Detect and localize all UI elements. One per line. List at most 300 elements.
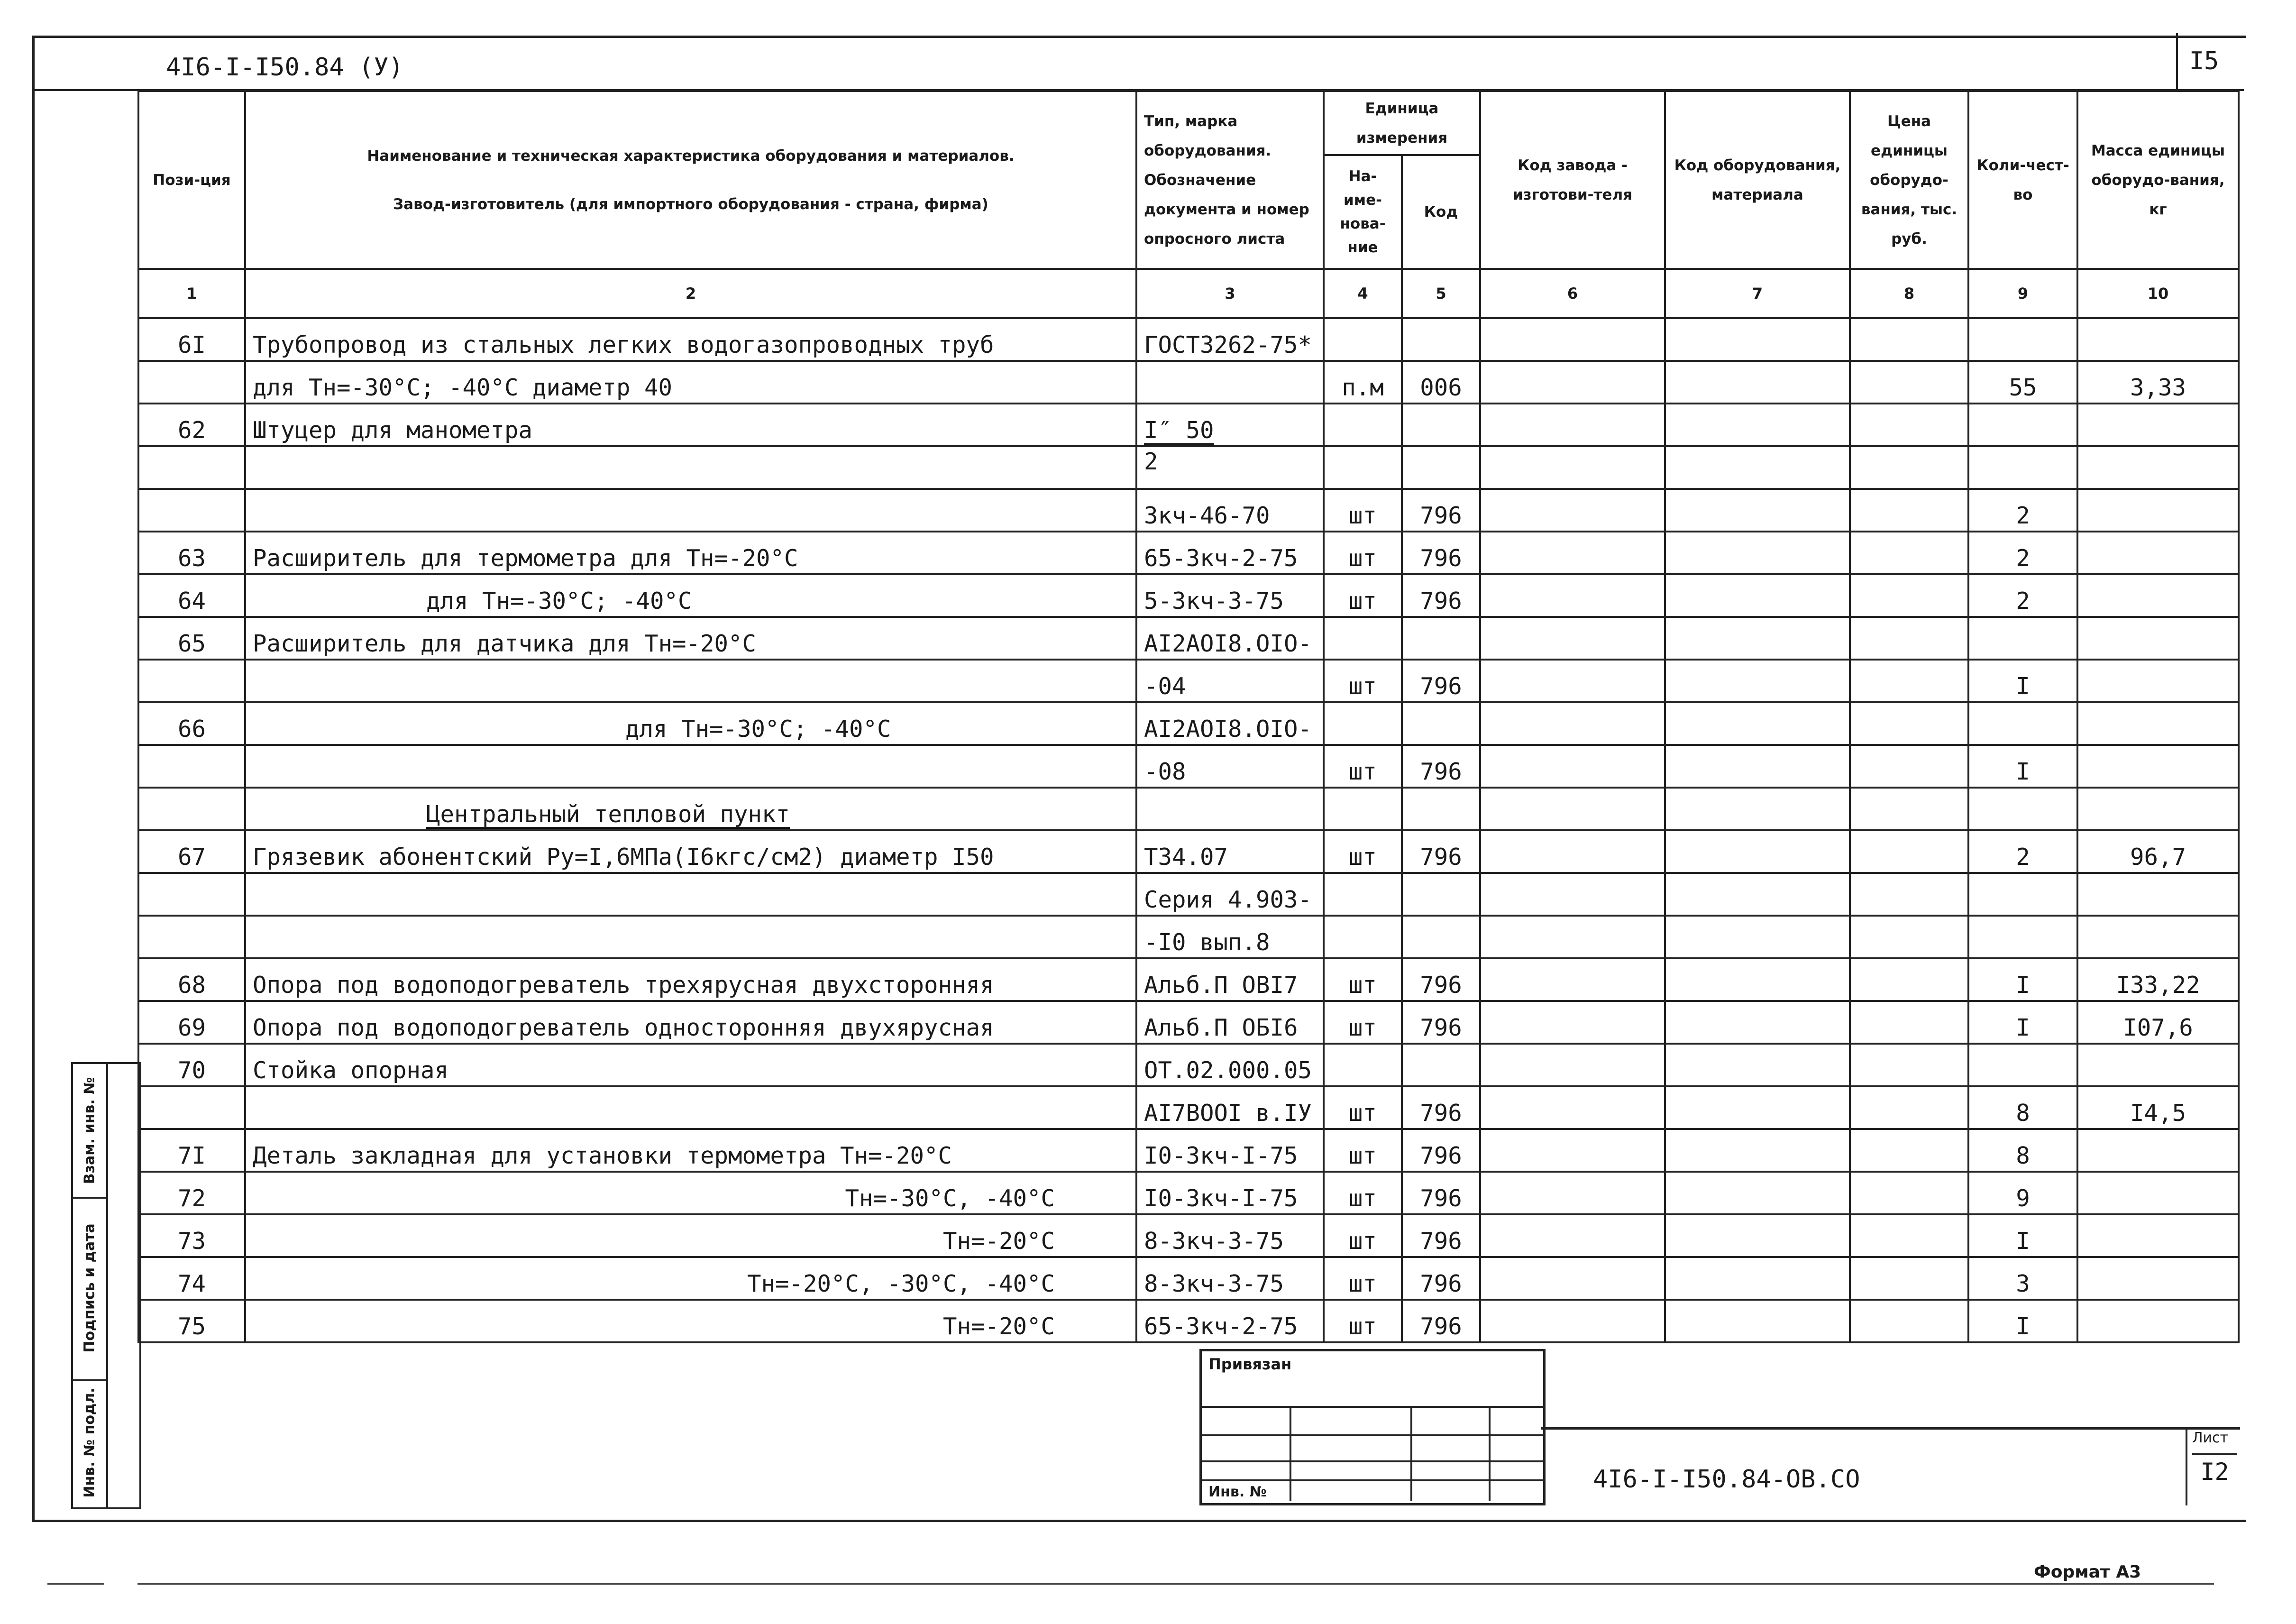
cell-unit: шт [1324,574,1402,617]
column-number: 3 [1136,269,1324,318]
cell-name: Опора под водоподогреватель односторонняя двухярусная [245,1001,1136,1044]
cell-factory-code [1480,318,1665,361]
cell-factory-code [1480,1044,1665,1086]
cell-unit-code [1402,617,1480,660]
cell-unit [1324,788,1402,830]
cell-factory-code [1480,958,1665,1001]
cell-equipment-code [1665,660,1850,702]
stamp-rule [1202,1479,1543,1481]
cell-factory-code [1480,404,1665,446]
table-row [138,1044,2239,1086]
cell-equipment-code [1665,1001,1850,1044]
cell-unit-code: 796 [1402,1172,1480,1214]
cell-equipment-code [1665,574,1850,617]
column-number: 6 [1480,269,1665,318]
cell-type: Альб.П OBI7 [1136,958,1324,1001]
table-row [138,361,2239,404]
cell-unit-code: 796 [1402,1214,1480,1257]
cell-equipment-code [1665,1300,1850,1342]
cell-quantity: 8 [1968,1086,2077,1129]
cell-position: 6I [138,318,245,361]
cell-unit: шт [1324,1172,1402,1214]
cell-unit: п.м [1324,361,1402,404]
table-row [138,702,2239,745]
header-position: Пози-ция [138,91,245,269]
cell-factory-code [1480,1172,1665,1214]
cell-quantity: 2 [1968,574,2077,617]
cell-price [1850,916,1968,958]
cell-position [138,916,245,958]
column-number: 2 [245,269,1136,318]
cell-factory-code [1480,574,1665,617]
cell-mass: I4,5 [2077,1086,2239,1129]
side-cell-vzam [73,1064,106,1199]
stamp-rule [1202,1434,1543,1436]
cell-price [1850,489,1968,532]
cell-mass [2077,318,2239,361]
cell-type [1136,788,1324,830]
cell-name: Опора под водоподогреватель трехярусная двухсторонняя [245,958,1136,1001]
table-row [138,660,2239,702]
cell-unit-code: 796 [1402,489,1480,532]
table-header [138,91,2239,318]
cell-unit-code: 796 [1402,1001,1480,1044]
cell-unit-code [1402,873,1480,916]
cell-unit: шт [1324,1214,1402,1257]
cell-unit-code: 796 [1402,1257,1480,1300]
cell-factory-code [1480,1086,1665,1129]
cell-unit-code [1402,702,1480,745]
cell-unit: шт [1324,830,1402,873]
cell-equipment-code [1665,532,1850,574]
cell-mass [2077,532,2239,574]
cell-type: -04 [1136,660,1324,702]
cell-equipment-code [1665,617,1850,660]
cell-price [1850,532,1968,574]
table-row [138,404,2239,446]
cell-quantity [1968,1044,2077,1086]
table-row [138,617,2239,660]
cell-unit-code: 796 [1402,532,1480,574]
cell-type: ОТ.02.000.05 [1136,1044,1324,1086]
cell-unit-code [1402,446,1480,489]
cell-unit: шт [1324,532,1402,574]
cell-position [138,745,245,788]
cell-name: Тн=-20°С [245,1214,1136,1257]
cell-name [245,489,1136,532]
cell-position [138,446,245,489]
cell-factory-code [1480,1001,1665,1044]
table-row [138,446,2239,489]
cell-price [1850,702,1968,745]
cell-factory-code [1480,532,1665,574]
cell-mass [2077,873,2239,916]
cell-name: Тн=-20°С [245,1300,1136,1342]
cell-price [1850,1001,1968,1044]
cell-quantity: 2 [1968,532,2077,574]
cell-unit: шт [1324,745,1402,788]
table-row [138,1086,2239,1129]
fraction-numerator: I″ 50 [1144,417,1214,444]
cell-equipment-code [1665,404,1850,446]
table-row [138,873,2239,916]
cell-mass [2077,916,2239,958]
cell-unit: шт [1324,1300,1402,1342]
cell-unit: шт [1324,1001,1402,1044]
cell-price [1850,1214,1968,1257]
cell-equipment-code [1665,916,1850,958]
cell-quantity [1968,873,2077,916]
cell-type: 8-3кч-3-75 [1136,1257,1324,1300]
cell-price [1850,1044,1968,1086]
cell-quantity: 2 [1968,830,2077,873]
cell-mass [2077,745,2239,788]
column-number: 7 [1665,269,1850,318]
cell-unit [1324,702,1402,745]
cell-unit: шт [1324,660,1402,702]
cell-mass [2077,1214,2239,1257]
cell-type: 2 [1136,446,1324,489]
cell-position [138,489,245,532]
stamp-divider [1290,1406,1291,1501]
cell-name: Тн=-30°С, -40°С [245,1172,1136,1214]
cell-type: АI2АOI8.OIO- [1136,702,1324,745]
bottom-dash [47,1583,104,1585]
cell-unit [1324,1044,1402,1086]
cell-name: Расширитель для термометра для Тн=-20°С [245,532,1136,574]
cell-mass [2077,617,2239,660]
cell-quantity: 3 [1968,1257,2077,1300]
cell-unit-code: 796 [1402,1300,1480,1342]
cell-position: 75 [138,1300,245,1342]
cell-name: Стойка опорная [245,1044,1136,1086]
cell-mass [2077,446,2239,489]
cell-mass: I33,22 [2077,958,2239,1001]
cell-name: Грязевик абонентский Ру=I,6МПа(I6кгс/см2) диаметр I50 [245,830,1136,873]
cell-quantity: I [1968,958,2077,1001]
cell-equipment-code [1665,1086,1850,1129]
header-factory-code: Код завода - изготови-теля [1480,91,1665,269]
cell-position: 65 [138,617,245,660]
table-row [138,574,2239,617]
table-row [138,1172,2239,1214]
cell-equipment-code [1665,446,1850,489]
cell-factory-code [1480,489,1665,532]
stamp-divider [1489,1406,1491,1501]
cell-equipment-code [1665,702,1850,745]
stamp-divider [1410,1406,1412,1501]
stamp-inv-label: Инв. № [1208,1484,1267,1500]
cell-quantity: 2 [1968,489,2077,532]
header-unit-group: Единица измерения [1324,91,1480,155]
cell-position: 69 [138,1001,245,1044]
cell-name: Штуцер для манометра [245,404,1136,446]
cell-mass [2077,1129,2239,1172]
cell-price [1850,1172,1968,1214]
cell-name: для Тн=-30°С; -40°С [245,574,1136,617]
header-quantity: Коли-чест-во [1968,91,2077,269]
stamp-title: Привязан [1208,1355,1292,1373]
cell-unit-code [1402,404,1480,446]
table-row [138,532,2239,574]
sheet-box [2186,1430,2242,1505]
column-number: 9 [1968,269,2077,318]
header-name [245,91,1136,269]
cell-quantity: 55 [1968,361,2077,404]
cell-position: 7I [138,1129,245,1172]
cell-type: I0-3кч-I-75 [1136,1129,1324,1172]
cell-quantity: I [1968,745,2077,788]
cell-factory-code [1480,361,1665,404]
cell-mass: 3,33 [2077,361,2239,404]
cell-mass [2077,1257,2239,1300]
cell-factory-code [1480,1214,1665,1257]
binding-stamp [1199,1349,1546,1505]
cell-unit [1324,318,1402,361]
cell-unit-code: 796 [1402,958,1480,1001]
cell-equipment-code [1665,1214,1850,1257]
cell-quantity [1968,788,2077,830]
cell-factory-code [1480,788,1665,830]
table-row [138,318,2239,361]
cell-unit-code [1402,916,1480,958]
cell-price [1850,1300,1968,1342]
cell-quantity [1968,318,2077,361]
cell-type: АI7BOOI в.IУ [1136,1086,1324,1129]
cell-position: 68 [138,958,245,1001]
cell-quantity: I [1968,1214,2077,1257]
cell-quantity: I [1968,1001,2077,1044]
header-name-line1: Наименование и техническая характеристика оборудования и материалов. [367,147,1015,165]
document-code: 4I6-I-I50.84 (У) [166,53,403,82]
cell-type: 8-3кч-3-75 [1136,1214,1324,1257]
table-row [138,1214,2239,1257]
cell-equipment-code [1665,788,1850,830]
cell-type: 65-3кч-2-75 [1136,1300,1324,1342]
cell-factory-code [1480,873,1665,916]
specification-table-wrap [137,90,2238,1343]
cell-name [245,916,1136,958]
cell-name [245,446,1136,489]
cell-factory-code [1480,1300,1665,1342]
cell-type: Серия 4.903- [1136,873,1324,916]
cell-name: Деталь закладная для установки термометра Тн=-20°С [245,1129,1136,1172]
side-label-vzam: Взам. инв. № [81,1077,98,1184]
cell-factory-code [1480,830,1665,873]
cell-type: -I0 вып.8 [1136,916,1324,958]
cell-name: Трубопровод из стальных легких водогазопроводных труб [245,318,1136,361]
cell-unit: шт [1324,489,1402,532]
cell-position: 72 [138,1172,245,1214]
cell-mass [2077,1044,2239,1086]
cell-price [1850,1129,1968,1172]
cell-quantity [1968,617,2077,660]
cell-equipment-code [1665,1044,1850,1086]
header-unit-code: Код [1402,155,1480,269]
table-row [138,1257,2239,1300]
table-body [138,318,2239,1342]
cell-quantity: 8 [1968,1129,2077,1172]
cell-mass [2077,1300,2239,1342]
side-label-podpis: Подпись и дата [81,1223,98,1353]
cell-type: 65-3кч-2-75 [1136,532,1324,574]
table-row [138,916,2239,958]
cell-name [245,745,1136,788]
cell-factory-code [1480,702,1665,745]
cell-position: 74 [138,1257,245,1300]
table-row [138,1001,2239,1044]
side-strip-divider [106,1064,108,1507]
cell-quantity [1968,446,2077,489]
cell-factory-code [1480,1257,1665,1300]
cell-equipment-code [1665,318,1850,361]
cell-equipment-code [1665,958,1850,1001]
cell-position [138,1086,245,1129]
sheet-label: Лист [2192,1430,2237,1455]
cell-equipment-code [1665,745,1850,788]
cell-mass [2077,489,2239,532]
cell-quantity [1968,702,2077,745]
cell-name [245,873,1136,916]
column-number: 8 [1850,269,1968,318]
cell-position: 73 [138,1214,245,1257]
cell-unit: шт [1324,958,1402,1001]
table-row [138,489,2239,532]
cell-type: Т34.07 [1136,830,1324,873]
cell-unit-code: 796 [1402,574,1480,617]
cell-unit [1324,617,1402,660]
cell-position: 67 [138,830,245,873]
side-cell-podpis [73,1197,106,1381]
cell-price [1850,1257,1968,1300]
cell-factory-code [1480,1129,1665,1172]
cell-mass [2077,702,2239,745]
cell-price [1850,318,1968,361]
cell-quantity [1968,404,2077,446]
cell-price [1850,745,1968,788]
cell-price [1850,660,1968,702]
section-row [138,788,2239,830]
cell-mass [2077,574,2239,617]
cell-unit [1324,873,1402,916]
cell-quantity: 9 [1968,1172,2077,1214]
cell-price [1850,446,1968,489]
bottom-rule [137,1583,2214,1585]
cell-price [1850,617,1968,660]
table-row [138,830,2239,873]
cell-factory-code [1480,446,1665,489]
cell-mass [2077,660,2239,702]
cell-type: 5-3кч-3-75 [1136,574,1324,617]
cell-quantity: I [1968,1300,2077,1342]
header-unit-name: На-име-нова-ние [1324,155,1402,269]
cell-position: 66 [138,702,245,745]
cell-mass: 96,7 [2077,830,2239,873]
table-row [138,1129,2239,1172]
sheet-number: I2 [2200,1458,2229,1486]
cell-factory-code [1480,660,1665,702]
cell-name [245,1086,1136,1129]
cell-position: 70 [138,1044,245,1086]
cell-name: Расширитель для датчика для Тн=-20°С [245,617,1136,660]
cell-equipment-code [1665,830,1850,873]
cell-equipment-code [1665,873,1850,916]
cell-unit-code: 796 [1402,745,1480,788]
cell-unit-code: 006 [1402,361,1480,404]
cell-unit: шт [1324,1086,1402,1129]
cell-name: для Тн=-30°С; -40°С диаметр 40 [245,361,1136,404]
cell-price [1850,574,1968,617]
cell-unit-code: 796 [1402,1086,1480,1129]
column-number: 10 [2077,269,2239,318]
cell-position [138,660,245,702]
specification-table [137,90,2240,1343]
cell-unit [1324,404,1402,446]
header-name-line2: Завод-изготовитель (для импортного оборудования - страна, фирма) [393,195,988,213]
cell-type [1136,404,1324,446]
cell-price [1850,873,1968,916]
side-cell-inv-podl [73,1379,106,1505]
cell-quantity: I [1968,660,2077,702]
cell-price [1850,361,1968,404]
stamp-rule [1202,1460,1543,1462]
title-block [1541,1427,2240,1505]
header-type: Тип, марка оборудования. Обозначение документа и номер опросного листа [1136,91,1324,269]
cell-name: Тн=-20°С, -30°С, -40°С [245,1257,1136,1300]
column-number: 4 [1324,269,1402,318]
cell-mass [2077,1172,2239,1214]
cell-unit-code [1402,318,1480,361]
column-number: 5 [1402,269,1480,318]
side-approval-strip [71,1062,141,1509]
cell-type: I0-3кч-I-75 [1136,1172,1324,1214]
cell-price [1850,788,1968,830]
cell-unit-code [1402,1044,1480,1086]
page-number: I5 [2176,33,2230,89]
format-label: Формат А3 [2034,1562,2141,1582]
cell-type: Альб.П OБI6 [1136,1001,1324,1044]
table-row [138,1300,2239,1342]
header-price: Цена единицы оборудо-вания, тыс. руб. [1850,91,1968,269]
cell-name [245,660,1136,702]
cell-position: 63 [138,532,245,574]
cell-price [1850,958,1968,1001]
cell-position [138,361,245,404]
cell-position: 62 [138,404,245,446]
cell-factory-code [1480,916,1665,958]
cell-type: ГОСТ3262-75* [1136,318,1324,361]
cell-price [1850,404,1968,446]
header-mass: Масса единицы оборудо-вания, кг [2077,91,2239,269]
cell-equipment-code [1665,489,1850,532]
cell-mass [2077,404,2239,446]
stamp-rule [1202,1406,1543,1408]
table-row [138,745,2239,788]
cell-factory-code [1480,745,1665,788]
cell-unit-code [1402,788,1480,830]
cell-mass [2077,788,2239,830]
cell-unit-code: 796 [1402,830,1480,873]
cell-price [1850,1086,1968,1129]
cell-unit-code: 796 [1402,1129,1480,1172]
cell-name: для Тн=-30°С; -40°С [245,702,1136,745]
cell-type: 3кч-46-70 [1136,489,1324,532]
section-title: Центральный тепловой пункт [245,788,1136,830]
cell-type: -08 [1136,745,1324,788]
cell-type: АI2АOI8.OIO- [1136,617,1324,660]
cell-factory-code [1480,617,1665,660]
cell-position: 64 [138,574,245,617]
